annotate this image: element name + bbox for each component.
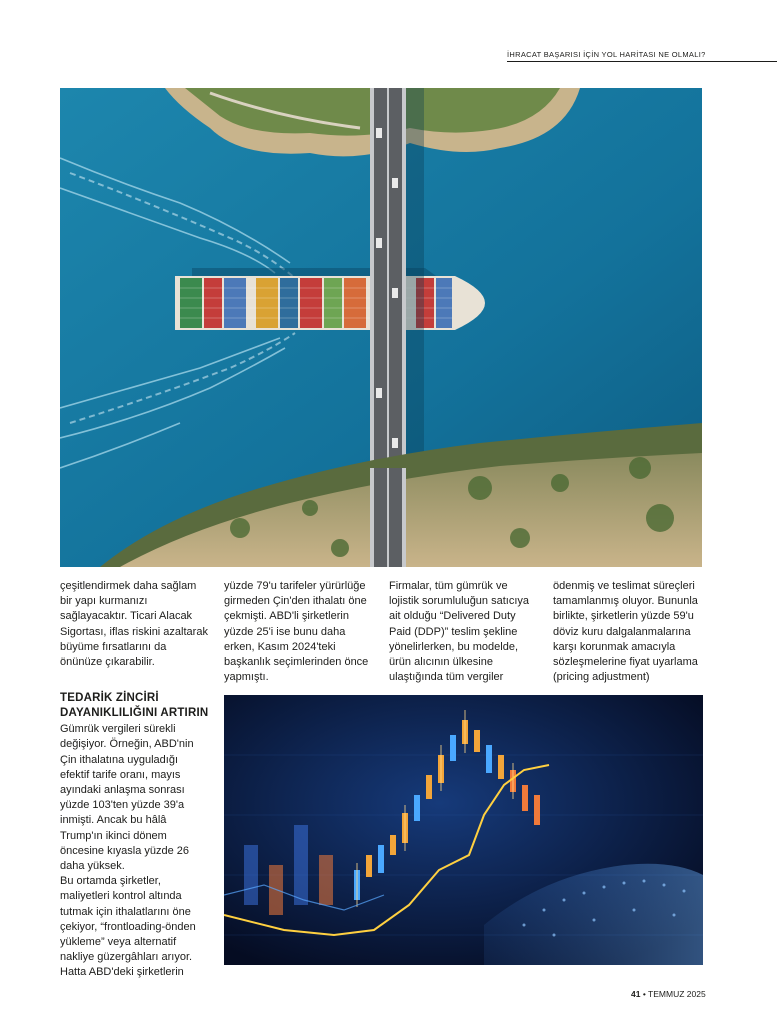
col1-top-paragraph: çeşitlendirmek daha sağlam bir yapı kurmanızı sağlayacaktır. Ticari Alacak Sigortası, iflas riskini azaltarak büyüme fırsatlarını da önünüze çıkarabilir. [60,580,208,669]
page-number: 41 [631,989,641,999]
section-heading: TEDARİK ZİNCİRİ DAYANIKLILIĞINI ARTIRIN [60,692,209,720]
col1-body-paragraph-2: Bu ortamda şirketler, maliyetleri kontrol altında tutmak için ithalatlarını öne çekiyor, “frontloading-önden yükleme” veya alternatif nakliye güzergâhları arıyor. Hatta ABD'deki şirketlerin [60,875,196,979]
page-footer [631,989,706,999]
footer-separator: • [642,989,646,999]
col1-body-paragraph: Gümrük vergileri sürekli değişiyor. Örneğin, ABD'nin Çin ithalatına uyguladığı efektif tarife oranı, mayıs ayındaki anlaşma sonrası yüzde 103'ten yüzde 39'a inmişti. Ancak bu hâlâ Trump'ın ikinci dönem öncesine kıyasla yüzde 26 daha yüksek. [60,723,194,873]
financial-chart-photo [224,695,703,965]
issue-date: TEMMUZ 2025 [648,989,706,999]
col3-paragraph: Firmalar, tüm gümrük ve lojistik sorumluluğun satıcıya ait olduğu “Delivered Duty Paid (DDP)” teslim şekline yönelirlerken, bu modelde, ürün alıcının ülkesine ulaştığında tüm vergiler [389,580,530,684]
column-1 [60,579,210,981]
col2-paragraph: yüzde 79'u tarifeler yürürlüğe girmeden Çin'den ithalatı öne çekmişti. ABD'li şirketlerin yüzde 25'i ise bunu daha erken, Kasım 2024'teki başkanlık seçimlerinden önce yapmıştı. [224,580,369,684]
column-2 [224,579,374,685]
column-3 [389,579,539,685]
col4-paragraph: ödenmiş ve teslimat süreçleri tamamlanmış oluyor. Bununla birlikte, şirketlerin yüzde 59'u döviz kuru dalgalanmalarına karşı korunmak amacıyla sözleşmelerine fiyat uyarlama (pricing adjustment) [553,580,698,684]
column-4 [553,579,705,685]
aerial-bridge-photo [60,88,702,567]
running-head: İHRACAT BAŞARISI İÇİN YOL HARİTASI NE OLMALI? [507,50,777,62]
